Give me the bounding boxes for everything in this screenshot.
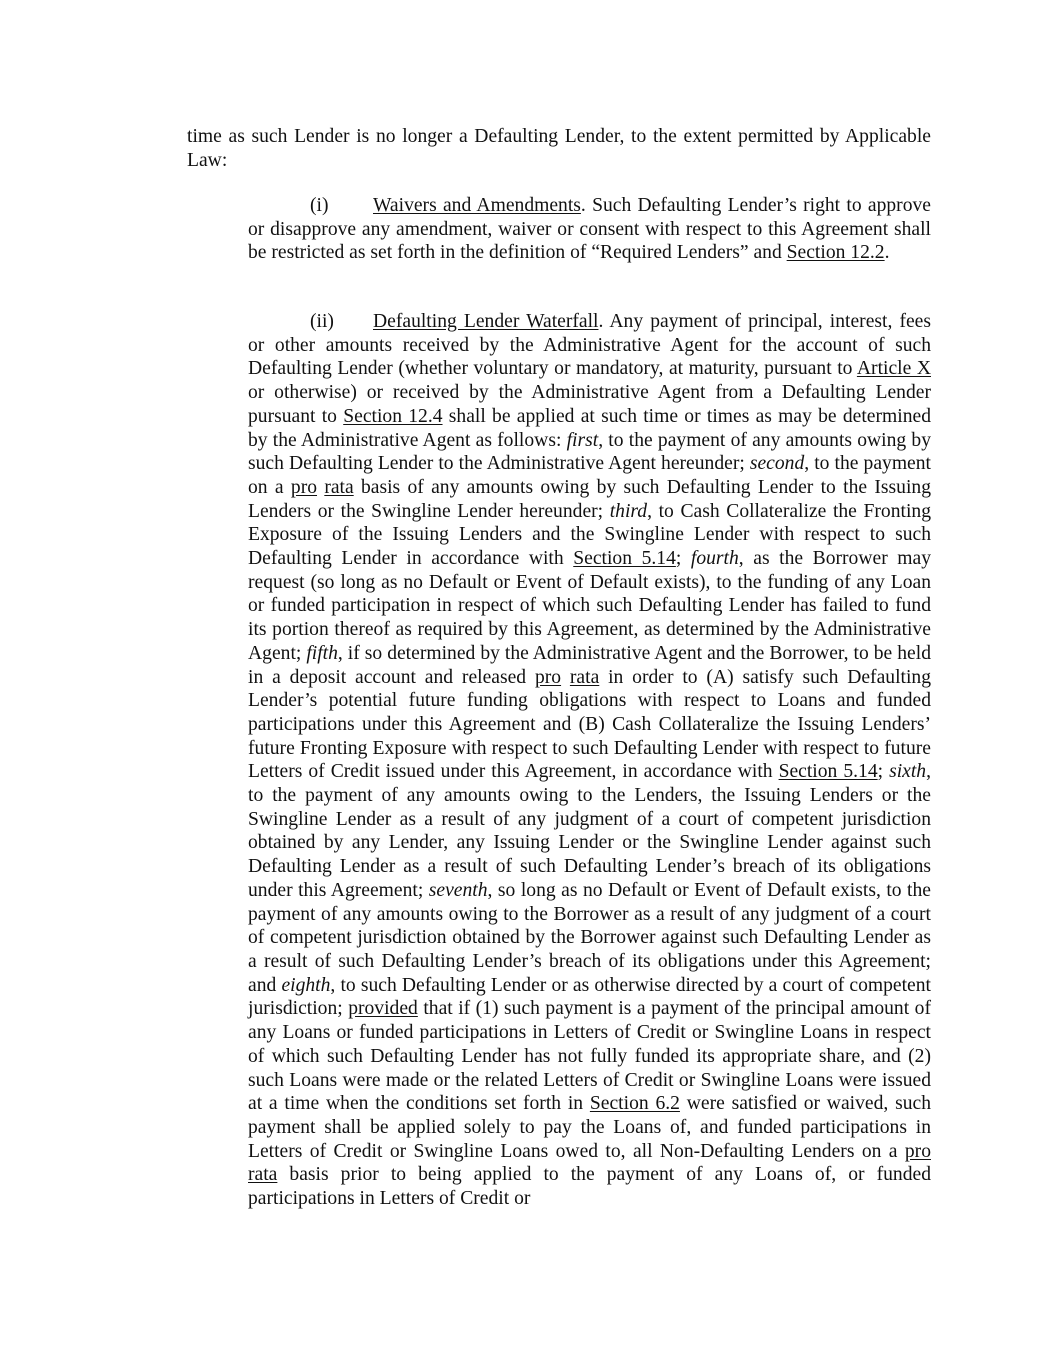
clause-text: , as the Borrower may request (so long as no Default or Event of Default exists), to the funding of any Loan or funded participation in respect of which such Defaulting Lender has failed to fund its portion thereof as required by this Agreement, as determined by the Administrative Agent;	[248, 548, 932, 664]
ordinal-seventh: seventh	[428, 879, 488, 901]
clause-i-paragraph	[248, 194, 931, 265]
section-reference: Section 12.4	[343, 405, 443, 427]
clause-number: (ii)	[310, 311, 334, 332]
provided-term: provided	[348, 998, 418, 1020]
section-reference: Section 12.2	[786, 242, 885, 264]
pro-term: pro	[904, 1140, 931, 1162]
clause-ii-paragraph	[248, 310, 931, 1211]
ordinal-third: third	[609, 500, 648, 522]
clause-text: , to such Defaulting Lender or as otherwise directed by a court of competent jurisdiction;	[248, 974, 931, 1020]
article-reference: Article X	[856, 358, 931, 380]
pro-term: pro	[290, 476, 318, 498]
clause-text: , to the payment on a	[248, 453, 931, 498]
clause-text: or otherwise) or received by the Administrative Agent from a Defaulting Lender pursuant to	[248, 382, 931, 427]
rata-term: rata	[248, 1164, 278, 1186]
clause-text: in order to (A) satisfy such Defaulting Lender’s potential future funding obligations with respect to Loans and funded participations under this Agreement and (B) Cash Collateralize the Issuing Lenders’ future Fronting Exposure with respect to such Defaulting Lender with respect to future Letters of Credit issued under this Agreement, in accordance with	[248, 666, 931, 783]
clause-text: , so long as no Default or Event of Default exists, to the payment of any amounts owing to the Borrower as a result of any judgment of a court of competent jurisdiction obtained by the Borrower against such Defaulting Lender as a result of such Defaulting Lender’s breach of its obligations under this Agreement; and	[248, 879, 931, 996]
ordinal-fourth: fourth	[690, 548, 739, 570]
clause-text: that if (1) such payment is a payment of the principal amount of any Loans or funded participations in Letters of Credit or Swingline Loans in respect of which such Defaulting Lender has not fully funded its appropriate share, and (2) such Loans were made or the related Letters of Credit or Swingline Loans were issued at a time when the conditions set forth in	[248, 998, 931, 1115]
ordinal-first: first	[566, 429, 599, 451]
clause-heading: Waivers and Amendments	[373, 195, 581, 216]
clause-text: , to the payment of any amounts owing by such Defaulting Lender to the Administrative Agent hereunder;	[248, 429, 932, 475]
section-reference: Section 5.14	[778, 761, 878, 783]
clause-text: ;	[877, 761, 890, 783]
ordinal-second: second	[749, 453, 805, 475]
lead-text: time as such Lender is no longer a Defaulting Lender, to the extent permitted by Applicable Law:	[187, 126, 931, 171]
clause-heading: Defaulting Lender Waterfall	[373, 311, 599, 332]
clause-text: basis of any amounts owing by such Defaulting Lender to the Issuing Lenders or the Swingline Lender hereunder;	[248, 476, 931, 522]
ordinal-eighth: eighth	[281, 974, 331, 996]
clause-number: (i)	[310, 195, 329, 216]
section-reference: Section 5.14	[573, 548, 676, 570]
clause-text: .	[884, 242, 890, 264]
clause-text: ;	[675, 548, 691, 570]
pro-term: pro	[534, 666, 562, 688]
clause-text: , to Cash Collateralize the Fronting Exposure of the Issuing Lenders and the Swingline Lender with respect to such Defaulting Lender in accordance with	[248, 500, 931, 570]
ordinal-sixth: sixth	[889, 761, 927, 783]
clause-text: . Any payment of principal, interest, fees or other amounts received by the Administrative Agent for the account of such Defaulting Lender (whether voluntary or mandatory, at maturity, pursuant to	[248, 311, 931, 380]
clause-text: basis prior to being applied to the payment of any Loans of, or funded participations in Letters of Credit or	[248, 1164, 931, 1210]
rata-term: rata	[324, 476, 354, 498]
lead-paragraph	[187, 125, 931, 172]
ordinal-fifth: fifth	[306, 642, 338, 664]
clause-text: , if so determined by the Administrative Agent and the Borrower, to be held in a deposit account and released	[248, 642, 931, 688]
rata-term: rata	[569, 666, 600, 688]
section-reference: Section 6.2	[589, 1093, 680, 1115]
clause-text: , to the payment of any amounts owing to the Lenders, the Issuing Lenders or the Swingline Lender as a result of any judgment of a court of competent jurisdiction obtained by any Lender, any Issuing Lender or the Swingline Lender against such Defaulting Lender as a result of such Defaulting Lender’s breach of its obligations under this Agreement;	[248, 761, 931, 901]
clause-text: were satisfied or waived, such payment shall be applied solely to pay the Loans of, and funded participations in Letters of Credit or Swingline Loans owed to, all Non-Defaulting Lenders on a	[248, 1093, 931, 1162]
clause-text: . Such Defaulting Lender’s right to approve or disapprove any amendment, waiver or consent with respect to this Agreement shall be restricted as set forth in the definition of “Required Lenders” and	[248, 195, 931, 264]
clause-text: shall be applied at such time or times as may be determined by the Administrative Agent as follows:	[248, 405, 931, 451]
